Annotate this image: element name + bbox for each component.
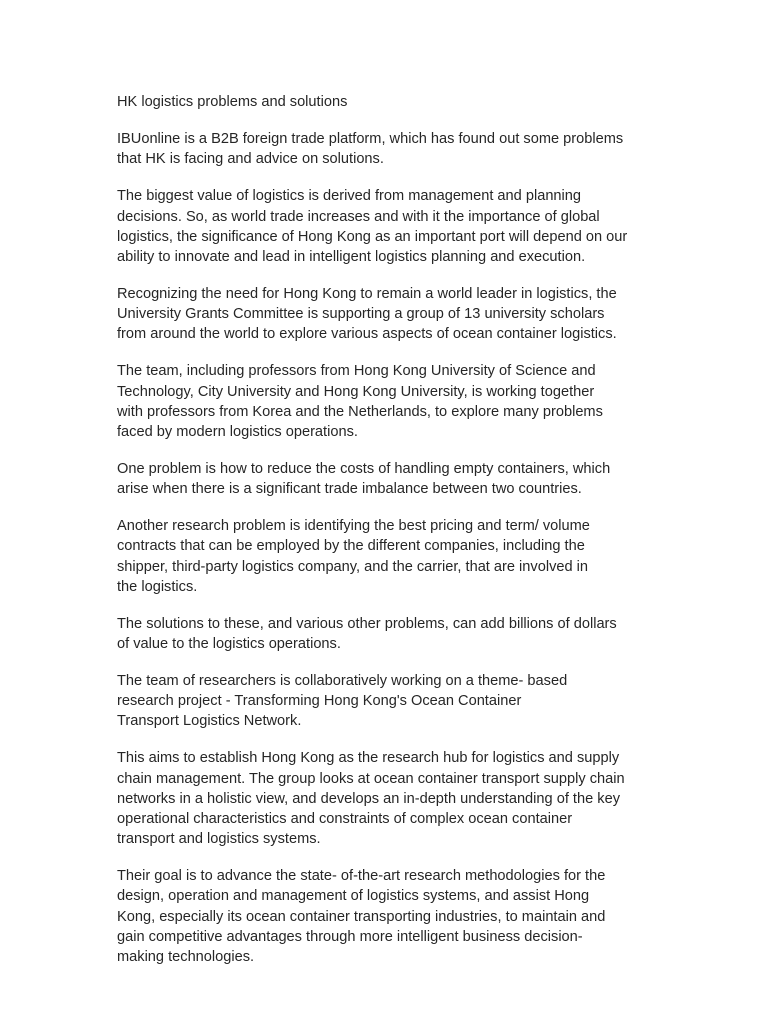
paragraph: Recognizing the need for Hong Kong to remain a world leader in logistics, the University Grants Committee is supporting a group of 13 university scholars from around the world to explore various aspects of ocean container logistics.: [117, 286, 617, 343]
paragraph: The solutions to these, and various other problems, can add billions of dollars of value to the logistics operations.: [117, 615, 617, 653]
paragraph: The team of researchers is collaboratively working on a theme- based research project - Transforming Hong Kong's Ocean Container Transport Logistics Network.: [117, 673, 568, 730]
document-title: HK logistics problems and solutions: [117, 94, 348, 110]
document-body: [117, 92, 662, 984]
paragraph: IBUonline is a B2B foreign trade platform, which has found out some problems that HK is facing and advice on solutions.: [117, 131, 624, 168]
paragraph: The biggest value of logistics is derived from management and planning decisions. So, as world trade increases and with it the importance of global logistics, the significance of Hong Kong as an important port will depend on our ability to innovate and lead in intelligent logistics planning and execution.: [117, 188, 628, 266]
paragraph: Another research problem is identifying the best pricing and term/ volume contracts that can be employed by the different companies, including the shipper, third-party logistics company, and the carrier, that are involved in the logistics.: [117, 518, 590, 595]
paragraph: The team, including professors from Hong Kong University of Science and Technology, City University and Hong Kong University, is working together with professors from Korea and the Netherlands, to explore many problems faced by modern logistics operations.: [117, 363, 603, 441]
paragraph: One problem is how to reduce the costs of handling empty containers, which arise when there is a significant trade imbalance between two countries.: [117, 461, 611, 498]
paragraph: Their goal is to advance the state- of-the-art research methodologies for the design, operation and management of logistics systems, and assist Hong Kong, especially its ocean container transporting industries, to maintain and gain competitive advantages through more intelligent business decision- making technologies.: [117, 868, 606, 966]
paragraph: This aims to establish Hong Kong as the research hub for logistics and supply chain management. The group looks at ocean container transport supply chain networks in a holistic view, and develops an in-depth understanding of the key operational characteristics and constraints of complex ocean container transport and logistics systems.: [117, 750, 625, 848]
